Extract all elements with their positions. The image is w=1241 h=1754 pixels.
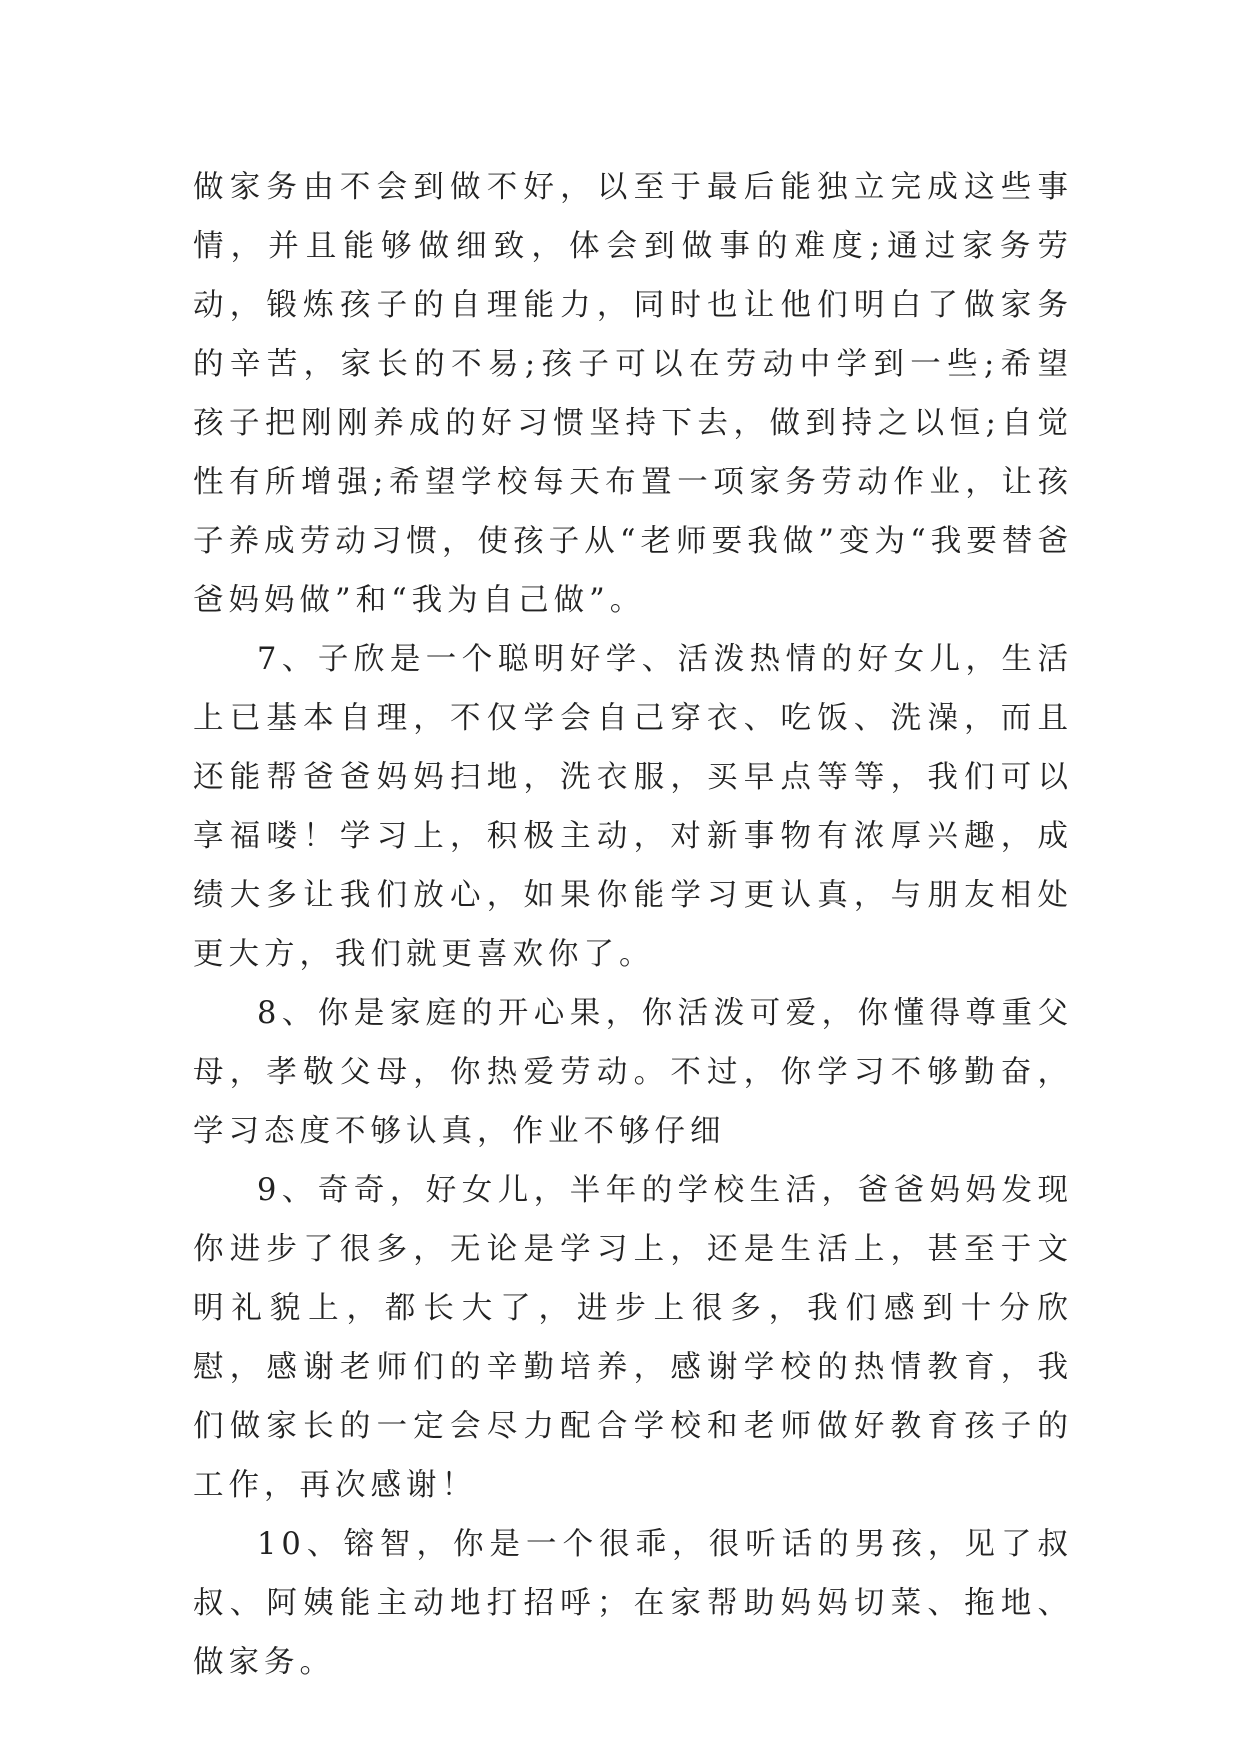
paragraph-item-8: 8、你是家庭的开心果，你活泼可爱，你懂得尊重父母，孝敬父母，你热爱劳动。不过，你学习不够勤奋，学习态度不够认真，作业不够仔细: [193, 996, 1073, 1149]
paragraph-item-7: 7、子欣是一个聪明好学、活泼热情的好女儿，生活上已基本自理，不仅学会自己穿衣、吃饭、洗澡，而且还能帮爸爸妈妈扫地，洗衣服，买早点等等，我们可以享福喽！学习上，积极主动，对新事物有浓厚兴趣，成绩大多让我们放心，如果你能学习更认真，与朋友相处更大方，我们就更喜欢你了。: [193, 642, 1073, 972]
document-body: [193, 158, 1073, 1692]
paragraph-item-10: 10、镕智，你是一个很乖，很听话的男孩，见了叔叔、阿姨能主动地打招呼；在家帮助妈妈切菜、拖地、做家务。: [193, 1527, 1073, 1680]
paragraph-item-9: 9、奇奇，好女儿，半年的学校生活，爸爸妈妈发现你进步了很多，无论是学习上，还是生活上，甚至于文明礼貌上，都长大了，进步上很多，我们感到十分欣慰，感谢老师们的辛勤培养，感谢学校的热情教育，我们做家长的一定会尽力配合学校和老师做好教育孩子的工作，再次感谢！: [193, 1173, 1073, 1503]
paragraph-continuation: 做家务由不会到做不好，以至于最后能独立完成这些事情，并且能够做细致，体会到做事的难度;通过家务劳动，锻炼孩子的自理能力，同时也让他们明白了做家务的辛苦，家长的不易;孩子可以在劳动中学到一些;希望孩子把刚刚养成的好习惯坚持下去，做到持之以恒;自觉性有所增强;希望学校每天布置一项家务劳动作业，让孩子养成劳动习惯，使孩子从“老师要我做”变为“我要替爸爸妈妈做”和“我为自己做”。: [193, 170, 1073, 618]
